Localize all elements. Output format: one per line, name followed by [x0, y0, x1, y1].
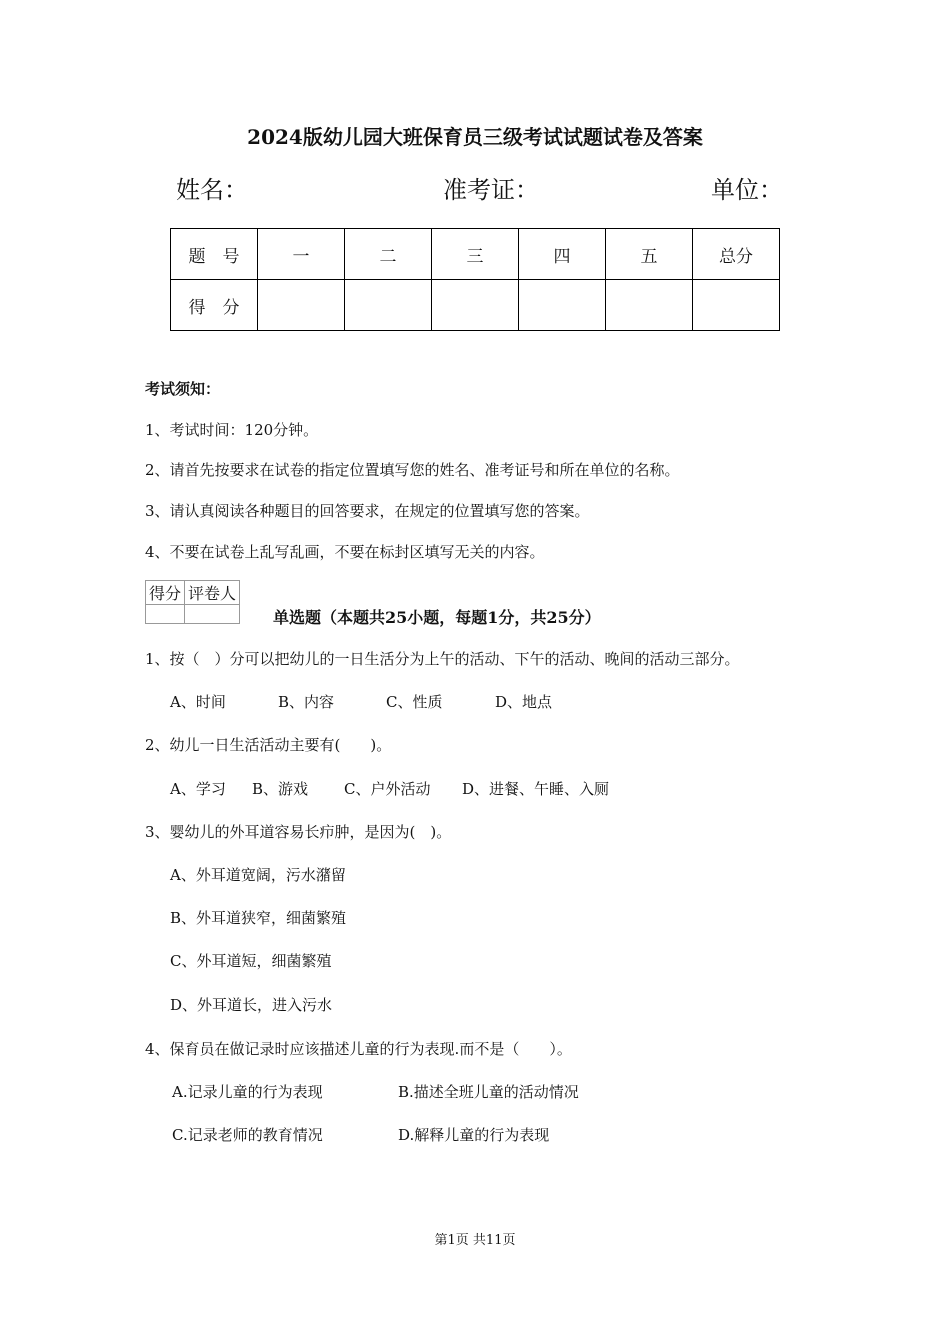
question-option[interactable]: B、外耳道狭窄，细菌繁殖: [170, 909, 347, 927]
grader-box: [145, 580, 240, 624]
score-table-cell: 五: [606, 229, 693, 280]
notice-item: 2、请首先按要求在试卷的指定位置填写您的姓名、准考证号和所在单位的名称。: [145, 461, 680, 479]
question-option[interactable]: C.记录老师的教育情况: [172, 1126, 323, 1144]
question-option[interactable]: C、外耳道短，细菌繁殖: [170, 952, 332, 970]
question-option[interactable]: D、外耳道长，进入污水: [170, 996, 333, 1014]
question-option[interactable]: B、内容: [278, 693, 335, 711]
notice-item: 3、请认真阅读各种题目的回答要求，在规定的位置填写您的答案。: [145, 502, 590, 520]
score-table-score-row: [171, 280, 780, 331]
notice-item: 1、考试时间：120分钟。: [145, 421, 319, 439]
question-option[interactable]: D、地点: [495, 693, 553, 711]
grader-score-cell[interactable]: [146, 605, 185, 624]
score-input-cell[interactable]: [519, 280, 606, 331]
question-option[interactable]: B、游戏: [252, 780, 309, 798]
question-option[interactable]: C、户外活动: [344, 780, 431, 798]
question-option[interactable]: C、性质: [386, 693, 443, 711]
score-table-cell: 总分: [693, 229, 780, 280]
score-table-cell: 一: [258, 229, 345, 280]
question-option[interactable]: D、进餐、午睡、入厕: [462, 780, 610, 798]
score-table-cell: 得 分: [171, 280, 258, 331]
score-input-cell[interactable]: [345, 280, 432, 331]
question-stem: 2、幼儿一日生活活动主要有( )。: [145, 736, 392, 754]
question-stem: 3、婴幼儿的外耳道容易长疖肿，是因为( )。: [145, 823, 452, 841]
question-option[interactable]: A、时间: [170, 693, 226, 711]
score-input-cell[interactable]: [693, 280, 780, 331]
question-stem: 1、按（ ）分可以把幼儿的一日生活分为上午的活动、下午的活动、晚间的活动三部分。: [145, 650, 740, 668]
score-table-header-row: [171, 229, 780, 280]
grader-name-cell[interactable]: [185, 605, 240, 624]
score-input-cell[interactable]: [258, 280, 345, 331]
score-table-cell: 三: [432, 229, 519, 280]
score-input-cell[interactable]: [606, 280, 693, 331]
score-table-cell: 四: [519, 229, 606, 280]
score-table-cell: 题 号: [171, 229, 258, 280]
page-footer: 第1页 共11页: [434, 1233, 516, 1248]
section-title: 单选题（本题共25小题，每题1分，共25分）: [273, 608, 601, 627]
page-title: 2024版幼儿园大班保育员三级考试试题试卷及答案: [247, 125, 703, 149]
score-input-cell[interactable]: [432, 280, 519, 331]
notice-heading: 考试须知：: [145, 380, 221, 398]
unit-field-label: 单位：: [711, 176, 783, 204]
grader-score-label: 得分: [146, 581, 185, 605]
score-table-cell: 二: [345, 229, 432, 280]
name-field-label: 姓名：: [176, 176, 248, 204]
notice-item: 4、不要在试卷上乱写乱画，不要在标封区填写无关的内容。: [145, 543, 545, 561]
grader-name-label: 评卷人: [185, 581, 240, 605]
question-option[interactable]: D.解释儿童的行为表现: [398, 1126, 550, 1144]
exam-id-field-label: 准考证：: [443, 176, 539, 204]
question-stem: 4、保育员在做记录时应该描述儿童的行为表现.而不是（ ）。: [145, 1040, 572, 1058]
question-option[interactable]: A.记录儿童的行为表现: [172, 1083, 323, 1101]
score-table: [170, 228, 780, 331]
question-option[interactable]: A、外耳道宽阔，污水潴留: [170, 866, 346, 884]
question-option[interactable]: A、学习: [170, 780, 226, 798]
question-option[interactable]: B.描述全班儿童的活动情况: [398, 1083, 579, 1101]
